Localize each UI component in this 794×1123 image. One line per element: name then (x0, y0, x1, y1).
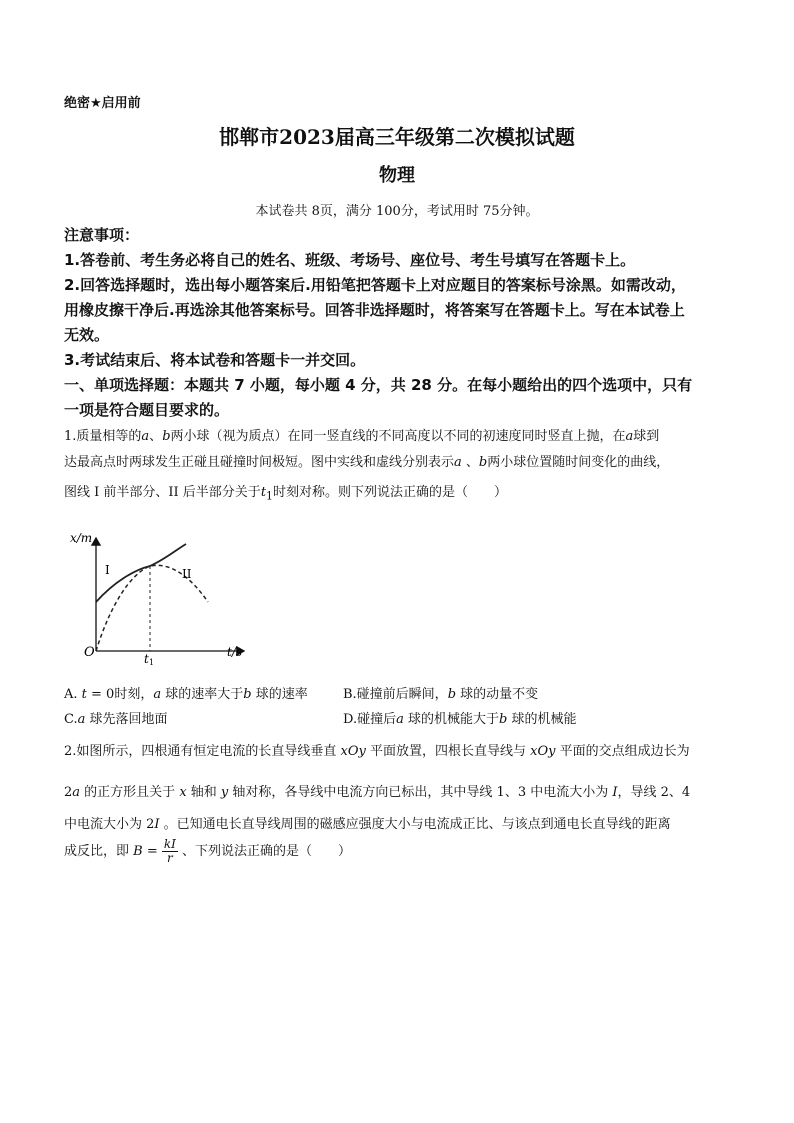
q1-option-d[interactable]: D.碰撞后a 球的机械能大于b 球的机械能 (343, 712, 577, 727)
exam-title: 邯郸市2023届高三年级第二次模拟试题 (219, 125, 575, 149)
q1-option-b[interactable]: B.碰撞前后瞬间，b 球的动量不变 (343, 687, 539, 702)
t1-label: t (144, 652, 149, 666)
formula-fraction: $\frac{kI}{r}$ (163, 837, 176, 865)
section-heading: 一、单项选择题：本题共 7 小题，每小题 4 分，共 28 分。在每小题给出的四个选项中，只有 (64, 376, 693, 394)
origin-label: O (84, 645, 95, 660)
notice-heading: 注意事项： (64, 226, 140, 244)
y-axis-label: x/m (70, 531, 93, 545)
q2-line-4: 成反比，即 B = $\frac{kI}{r}$ 、下列说法正确的是（ ） (64, 837, 352, 865)
q2-line-3: 中电流大小为 2I 。已知通电长直导线周围的磁感应强度大小与电流成正比、与该点到通电长直导线的距离 (64, 817, 671, 832)
q1-option-c[interactable]: C.a 球先落回地面 (64, 712, 168, 727)
curve-i-label: I (105, 563, 110, 577)
q1-graph-svg (64, 526, 254, 666)
q1-line-3: 图线 I 前半部分、II 后半部分关于$t_1$时刻对称。则下列说法正确的是（ ） (64, 485, 507, 503)
q2-line-1: 2.如图所示，四根通有恒定电流的长直导线垂直 xOy 平面放置，四根长直导线与 xOy 平面的交点组成边长为 (64, 744, 690, 759)
t1-subscript: 1 (149, 658, 155, 666)
q1-line-2: 达最高点时两球发生正碰且碰撞时间极短。图中实线和虚线分别表示a 、b两小球位置随时间变化的曲线， (64, 455, 670, 470)
confidential-mark: 绝密★启用前 (64, 96, 141, 111)
exam-info: 本试卷共 8页，满分 100分，考试用时 75分钟。 (255, 204, 539, 219)
notice-line-1: 1.答卷前、考生务必将自己的姓名、班级、考场号、座位号、考生号填写在答题卡上。 (64, 251, 636, 269)
subject-title: 物理 (379, 165, 415, 186)
q1-option-a[interactable]: A. t = 0时刻，a 球的速率大于b 球的速率 (64, 687, 308, 702)
notice-line-3: 3.考试结束后、将本试卷和答题卡一并交回。 (64, 351, 366, 369)
q2-line-2: 2a 的正方形且关于 x 轴和 y 轴对称，各导线中电流方向已标出，其中导线 1、3 中电流大小为 I，导线 2、4 (64, 785, 691, 800)
notice-line-2b: 用橡皮擦干净后.再选涂其他答案标号。回答非选择题时，将答案写在答题卡上。写在本试卷上 (64, 301, 685, 319)
notice-line-2a: 2.回答选择题时，选出每小题答案后.用铅笔把答题卡上对应题目的答案标号涂黑。如需改动， (64, 276, 686, 294)
q1-position-time-graph (64, 526, 254, 666)
notice-line-2c: 无效。 (64, 326, 110, 344)
curve-ii-label: II (182, 567, 192, 581)
x-axis-label: t/s (227, 645, 243, 659)
section-heading-cont: 一项是符合题目要求的。 (64, 401, 230, 419)
q1-line-1: 1.质量相等的a、b两小球（视为质点）在同一竖直线的不同高度以不同的初速度同时竖直上抛，在a球到 (64, 429, 660, 444)
